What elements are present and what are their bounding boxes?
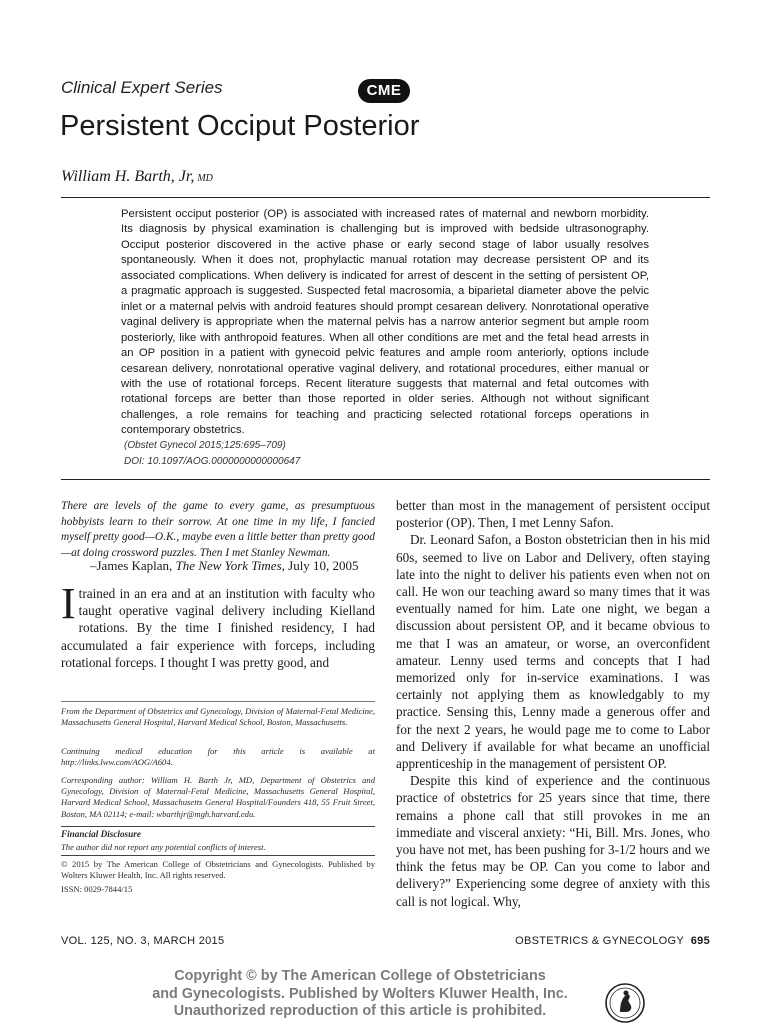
copyright-line-1: Copyright © by The American College of Obstetricians: [174, 968, 546, 984]
divider-top: [61, 197, 710, 198]
doi: DOI: 10.1097/AOG.0000000000000647: [124, 456, 301, 467]
author-name: William H. Barth, Jr,: [61, 168, 195, 185]
author-degree: MD: [197, 173, 213, 184]
epigraph-attribution: [90, 558, 359, 574]
body-right-p1: better than most in the management of persistent occiput posterior (OP). Then, I met Lenny Safon.: [396, 498, 710, 531]
body-column-right: [396, 497, 710, 910]
copyright-watermark: [100, 968, 620, 1021]
body-left-text: trained in an era and at an institution with faculty who taught operative vaginal delivery including Kielland rotations. By the time I finished residency, I had accumulated a fair experience with forceps, including rotational forceps. I thought I was pretty good, and: [61, 586, 375, 670]
footnote-affiliation: From the Department of Obstetrics and Gynecology, Division of Maternal-Fetal Medicine, Massachusetts General Hospital, Harvard Medical School, Boston, Massachusetts.: [61, 706, 375, 728]
footer-journal: [478, 935, 710, 947]
copyright-note: © 2015 by The American College of Obstetricians and Gynecologists. Published by Wolters Kluwer Health, Inc. All rights reserved.: [61, 859, 375, 881]
epigraph-source: The New York Times: [175, 558, 282, 573]
footnote-divider: [61, 701, 375, 702]
article-title: Persistent Occiput Posterior: [60, 110, 420, 142]
body-right-p3: Despite this kind of experience and the continuous practice of obstetrics for 25 years since that time, there remains a phone call that still provokes in me an immediate and visceral anxiety: “Hi, Bill. Mrs. Jones, who you have not met, has been pushing for 3-1/2 hours and we think the fetus may be OP. Can you come to labor and delivery?” Experiencing some degree of anxiety with this call is not logical. Why,: [396, 773, 710, 909]
epigraph-date: , July 10, 2005: [281, 558, 359, 573]
footnote-divider-3: [61, 855, 375, 856]
footnote-cme: Continuing medical education for this article is available at http://links.lww.com/AOG/A604.: [61, 746, 375, 768]
footnote-divider-2: [61, 826, 375, 827]
disclosure-heading: Financial Disclosure: [61, 829, 141, 839]
divider-mid: [61, 479, 710, 480]
author-line: [61, 168, 213, 186]
epigraph-attribution-prefix: –James Kaplan,: [90, 558, 176, 573]
issn: ISSN: 0029-7844/15: [61, 884, 133, 894]
disclosure-text: The author did not report any potential conflicts of interest.: [61, 842, 266, 852]
footer-journal-name: OBSTETRICS & GYNECOLOGY: [515, 935, 685, 947]
citation: (Obstet Gynecol 2015;125:695–709): [124, 440, 286, 451]
cme-badge: CME: [358, 79, 410, 103]
footnote-corresponding: Corresponding author: William H. Barth Jr, MD, Department of Obstetrics and Gynecology, Division of Maternal-Fetal Medicine, Massachusetts General Hospital, Harvard Medical School, Massachusetts General Hospital/Founders 418, 55 Fruit Street, Boston, MA 02114; e-mail: wbarthjr@mgh.harvard.edu.: [61, 775, 375, 819]
body-column-left: [61, 579, 375, 671]
page-number: 695: [690, 935, 710, 947]
body-right-p2: Dr. Leonard Safon, a Boston obstetrician then in his mid 60s, seemed to live on Labor and Delivery, often staying late into the night to deliver his patients even when not on call. He won our teaching award so many times that it was eventually named for him. Late one night, we began a discussion about persistent OP, and it became obvious to me that I was an amateur, or worse, an overconfident amateur. Lenny used terms and concepts that I had memorized only for in-service examinations. I was certainly not applying them as knowledgably to my practice. Sensing this, Lenny made a generous offer and for the next 2 years, he would page me to come to Labor and Delivery if available for what became an unofficial apprenticeship in the management of persistent OP.: [396, 532, 710, 772]
acog-seal-icon: [604, 982, 646, 1024]
abstract: Persistent occiput posterior (OP) is associated with increased rates of maternal and newborn morbidity. Its diagnosis by physical examination is challenging but is improved with bedside ultrasonography. Occiput posterior discovered in the active phase or early second stage of labor usually resolves spontaneously. When it does not, prophylactic manual rotation may decrease persistent OP and its associated complications. When delivery is indicated for arrest of descent in the setting of persistent OP, a pragmatic approach is suggested. Suspected fetal macrosomia, a biparietal diameter above the pelvic inlet or a maternal pelvis with android features should prompt cesarean delivery. Nonrotational operative vaginal delivery is appropriate when the maternal pelvis has a narrow anterior segment but ample room posteriorly, like with anthropoid features. When all other conditions are met and the fetal head arrests in an OP position in a patient with gynecoid pelvic features and ample room anteriorly, options include cesarean delivery, nonrotational operative vaginal delivery, and rotational procedures, either manual or with the use of rotational forceps. Recent literature suggests that maternal and fetal outcomes with rotational forceps are better than those reported in older series. Although not without significant challenges, a role remains for teaching and practicing selected rotational forceps operations in contemporary obstetrics.: [121, 208, 649, 437]
epigraph-quote: There are levels of the game to every game, as presumptuous hobbyists learn to their sorrow. At one time in my life, I fancied myself pretty good—O.K., maybe even a little better than pretty good—at doing crossword puzzles. Then I met Stanley Newman.: [61, 500, 375, 559]
copyright-line-3: Unauthorized reproduction of this article is prohibited.: [173, 1003, 547, 1020]
footer-volume: VOL. 125, NO. 3, MARCH 2015: [61, 935, 225, 947]
dropcap: I: [61, 579, 76, 628]
series-label: Clinical Expert Series: [61, 78, 223, 97]
copyright-line-2: and Gynecologists. Published by Wolters Kluwer Health, Inc.: [152, 985, 568, 1002]
